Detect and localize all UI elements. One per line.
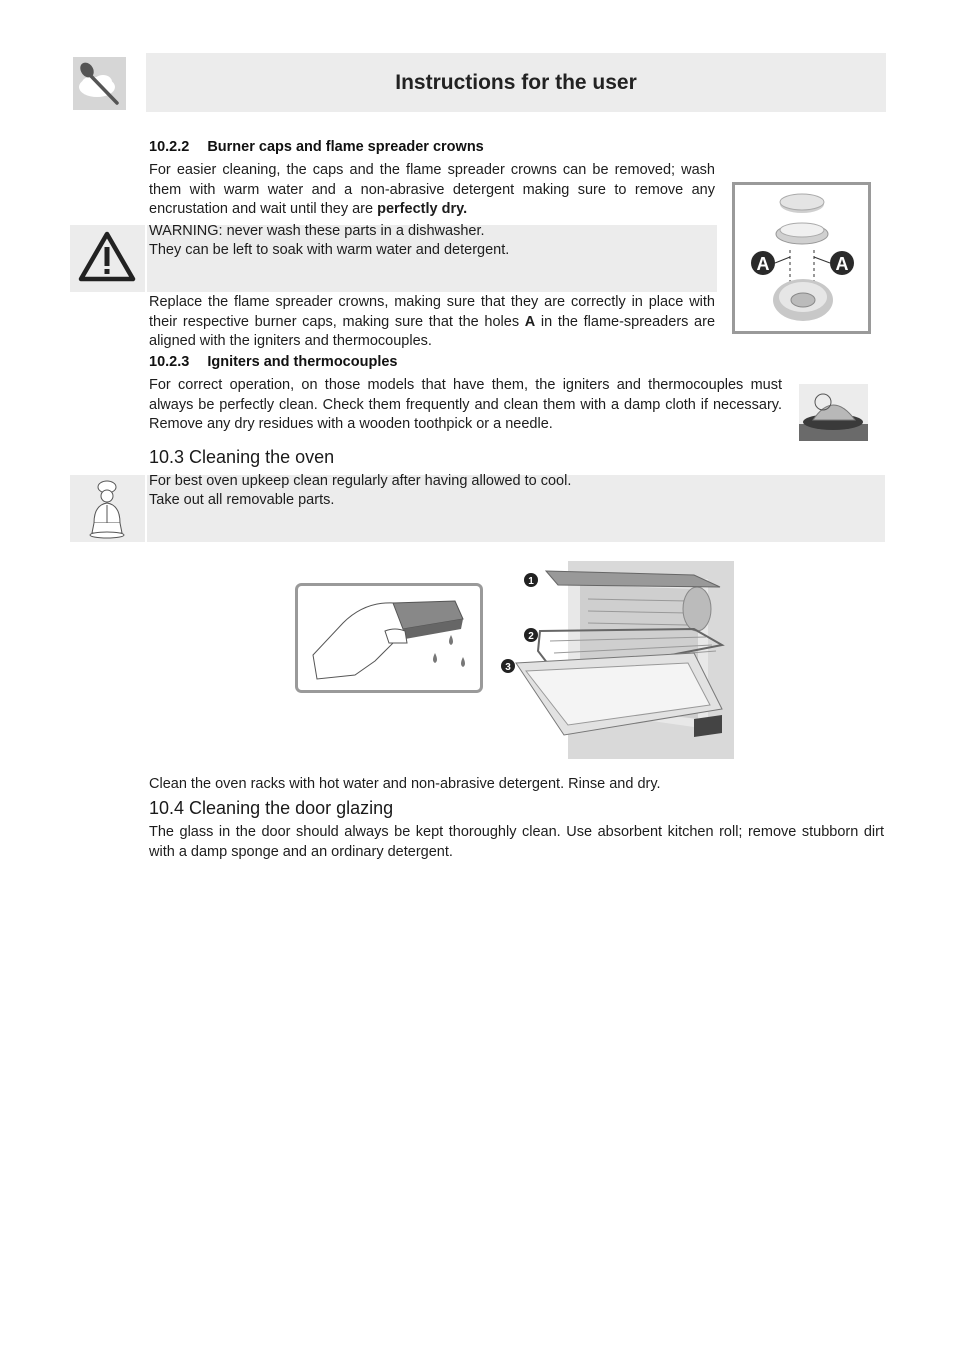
paragraph-text: For easier cleaning, the caps and the flame spreader crowns can be removed; wash them with warm water and a non-abrasive detergent making sure to remove any encrustation and wait until they are: [149, 162, 715, 218]
warning-icon-panel: [70, 225, 145, 292]
warning-line-2: They can be left to soak with warm water and detergent.: [149, 242, 510, 258]
burner-caps-paragraph: [149, 161, 715, 220]
section-10-4-heading: 10.4 Cleaning the door glazing: [149, 798, 394, 818]
paragraph-text: Replace the flame spreader crowns, making sure that they are correctly in place with their respective burner caps, making sure that the holes: [149, 294, 715, 330]
section-title: Burner caps and flame spreader crowns: [207, 139, 484, 155]
section-10-3-heading: 10.3 Cleaning the oven: [149, 447, 335, 467]
paragraph-bold: perfectly dry.: [377, 201, 468, 218]
spoon-chef-hat-icon: [73, 57, 126, 110]
callout-1: 1: [528, 576, 534, 587]
section-number: 10.2.2: [149, 139, 190, 155]
oven-note-line-2: Take out all removable parts.: [149, 492, 335, 508]
door-glazing-paragraph: The glass in the door should always be kept thoroughly clean. Use absorbent kitchen roll; remove stubborn dirt with a damp sponge and an ordinary detergent.: [149, 824, 884, 860]
warning-triangle-icon: [70, 225, 145, 292]
chef-icon: [70, 475, 145, 542]
section-title: Igniters and thermocouples: [207, 354, 398, 370]
label-a-left: A: [756, 254, 770, 274]
page-title: Instructions for the user: [395, 70, 637, 94]
section-10-2-2-heading: [149, 139, 484, 155]
burner-figure: [732, 182, 871, 334]
sponge-figure: [295, 583, 483, 693]
chef-icon-panel: [70, 475, 145, 542]
oven-racks-caption: Clean the oven racks with hot water and non-abrasive detergent. Rinse and dry.: [149, 776, 661, 792]
paragraph-text: in the flame-spreaders are aligned with the igniters and thermocouples.: [149, 313, 716, 350]
label-a-right: A: [835, 254, 849, 274]
warning-line-1: WARNING: never wash these parts in a dishwasher.: [149, 223, 485, 239]
header-bar: [146, 53, 886, 112]
callout-2: 2: [528, 631, 534, 642]
igniters-paragraph: For correct operation, on those models that have them, the igniters and thermocouples must always be perfectly clean. Check them frequently and clean them with a damp cloth if necessary. Remove any dry residues with a wooden toothpick or a needle.: [149, 377, 782, 433]
replace-crowns-paragraph: [149, 293, 715, 352]
oven-figure: [498, 559, 734, 761]
oven-note-line-1: For best oven upkeep clean regularly after having allowed to cool.: [149, 473, 572, 489]
igniter-figure: [799, 384, 868, 441]
callout-3: 3: [505, 662, 511, 673]
section-number: 10.2.3: [149, 354, 190, 370]
section-10-2-3-heading: [149, 354, 397, 370]
paragraph-bold: A: [524, 313, 536, 330]
